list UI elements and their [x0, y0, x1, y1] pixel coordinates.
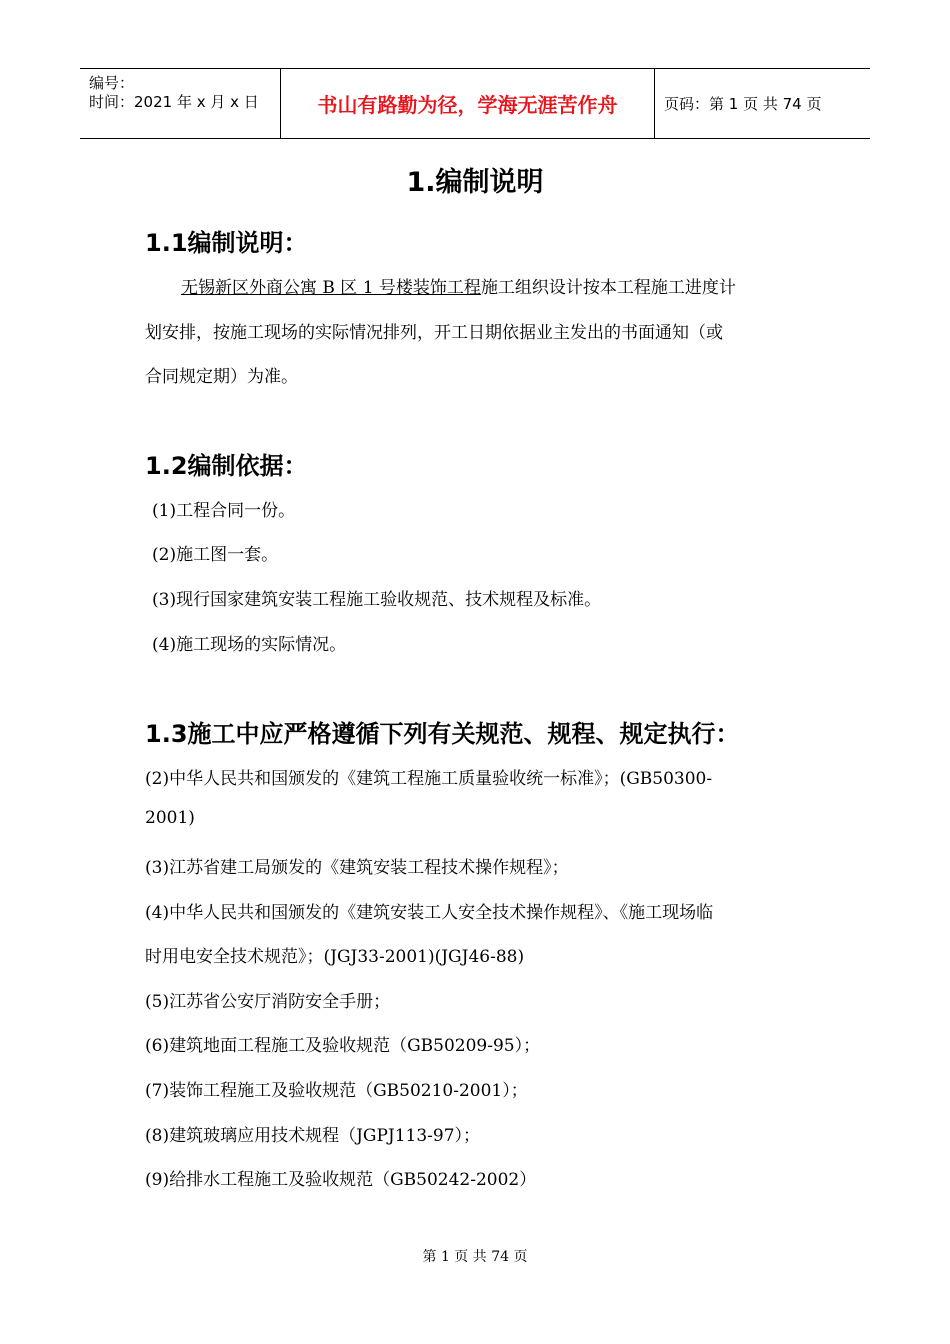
- standard-line: (6)建筑地面工程施工及验收规范（GB50209-95）；: [145, 1036, 541, 1056]
- section-heading-1-1: 1.1编制说明：: [145, 229, 308, 257]
- standard-line: (2)中华人民共和国颁发的《建筑工程施工质量验收统一标准》；(GB50300-: [145, 769, 713, 789]
- list-item: (3)现行国家建筑安装工程施工验收规范、技术规程及标准。: [152, 590, 602, 610]
- header-meta-cell: [80, 69, 281, 138]
- section1-paragraph-line3: 合同规定期）为准。: [145, 367, 298, 387]
- list-item: (2)施工图一套。: [152, 545, 279, 565]
- number-label: 编号：: [89, 74, 135, 92]
- section-heading-1-2: 1.2编制依据：: [145, 452, 308, 480]
- standard-line: (5)江苏省公安厅消防安全手册；: [145, 992, 391, 1012]
- header-motto: 书山有路勤为径，学海无涯苦作舟: [281, 69, 655, 138]
- header-page-info: 页码：第 1 页 共 74 页: [664, 95, 822, 113]
- standard-line: (8)建筑玻璃应用技术规程（JGPJ113-97）；: [145, 1126, 481, 1146]
- standard-line: 2001): [145, 808, 195, 828]
- standard-line: (3)江苏省建工局颁发的《建筑安装工程技术操作规程》；: [145, 858, 569, 878]
- project-name: 无锡新区外商公寓 B 区 1 号楼装饰工程: [181, 278, 481, 298]
- section1-paragraph-line2: 划安排，按施工现场的实际情况排列，开工日期依据业主发出的书面通知（或: [145, 323, 723, 343]
- list-item: (4)施工现场的实际情况。: [152, 635, 347, 655]
- standard-line: (7)装饰工程施工及验收规范（GB50210-2001）；: [145, 1081, 528, 1101]
- line1-rest: 施工组织设计按本工程施工进度计: [480, 278, 736, 298]
- list-item: (1)工程合同一份。: [152, 501, 296, 521]
- standard-line: (4)中华人民共和国颁发的《建筑安装工人安全技术操作规程》、《施工现场临: [145, 903, 714, 923]
- document-title: 1.编制说明: [406, 167, 544, 198]
- standard-line: 时用电安全技术规范》；(JGJ33-2001)(JGJ46-88): [145, 947, 525, 967]
- page-footer: 第 1 页 共 74 页: [422, 1249, 528, 1265]
- standard-line: (9)给排水工程施工及验收规范（GB50242-2002）: [145, 1170, 537, 1190]
- section-heading-1-3: 1.3施工中应严格遵循下列有关规范、规程、规定执行：: [145, 720, 740, 748]
- document-header: [80, 68, 870, 139]
- section1-paragraph-line1: [181, 273, 736, 298]
- time-label: 时间：2021 年 x 月 x 日: [89, 93, 259, 111]
